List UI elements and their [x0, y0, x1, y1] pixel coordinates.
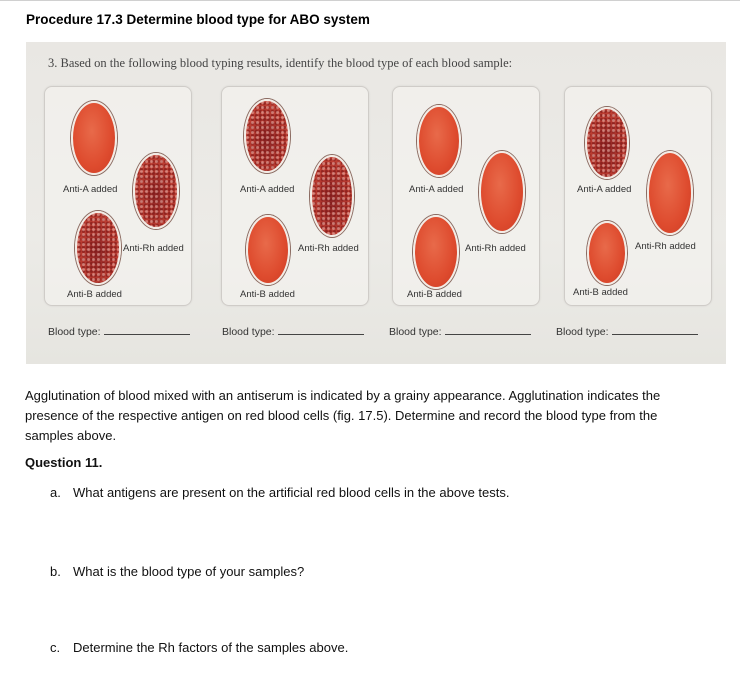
well-anti-rh: [133, 153, 179, 229]
well-anti-a: [71, 101, 117, 175]
answer-line: [445, 334, 531, 335]
question-text: Determine the Rh factors of the samples above.: [73, 640, 349, 655]
label-anti-b: Anti-B added: [67, 289, 122, 300]
question-text: What antigens are present on the artificial red blood cells in the above tests.: [73, 485, 510, 500]
label-anti-b: Anti-B added: [407, 289, 462, 300]
label-anti-rh: Anti-Rh added: [465, 243, 526, 254]
label-anti-b: Anti-B added: [240, 289, 295, 300]
label-anti-rh: Anti-Rh added: [123, 243, 184, 254]
question-c: [50, 640, 348, 655]
question-a: [50, 485, 509, 500]
typing-card-1: [44, 86, 192, 306]
typing-card-3: [392, 86, 540, 306]
well-anti-b: [587, 221, 627, 285]
question-b: [50, 564, 304, 579]
page-title: Procedure 17.3 Determine blood type for ABO system: [26, 12, 370, 27]
well-anti-rh: [647, 151, 693, 235]
blood-type-label: Blood type:: [48, 326, 101, 338]
well-anti-b: [75, 211, 121, 285]
label-anti-a: Anti-A added: [240, 184, 295, 195]
answer-line: [612, 334, 698, 335]
question-letter: b.: [50, 564, 61, 579]
typing-card-4: [564, 86, 712, 306]
blood-type-label: Blood type:: [389, 326, 442, 338]
question-letter: a.: [50, 485, 61, 500]
well-anti-rh: [479, 151, 525, 233]
answer-line: [278, 334, 364, 335]
well-anti-b: [246, 215, 290, 285]
well-anti-a: [244, 99, 290, 173]
blood-typing-figure: [26, 42, 726, 364]
blood-type-blank-4: [556, 326, 698, 338]
question-text: What is the blood type of your samples?: [73, 564, 305, 579]
blood-type-label: Blood type:: [222, 326, 275, 338]
blood-type-label: Blood type:: [556, 326, 609, 338]
answer-line: [104, 334, 190, 335]
top-border: [0, 0, 740, 1]
well-anti-b: [413, 215, 459, 289]
question-letter: c.: [50, 640, 61, 655]
well-anti-a: [417, 105, 461, 177]
well-anti-a: [585, 107, 629, 179]
instructions-paragraph: Agglutination of blood mixed with an antiserum is indicated by a grainy appearance. Agglutination indicates the presence of the respective antigen on red blood cells (fig. 17.5). Determine and record the blood type from the samples above.: [25, 388, 661, 443]
label-anti-a: Anti-A added: [577, 184, 632, 195]
well-anti-rh: [310, 155, 354, 237]
typing-card-2: [221, 86, 369, 306]
figure-instruction: 3. Based on the following blood typing results, identify the blood type of each blood sample:: [48, 56, 513, 70]
blood-type-blank-1: [48, 326, 190, 338]
label-anti-a: Anti-A added: [409, 184, 464, 195]
label-anti-rh: Anti-Rh added: [298, 243, 359, 254]
label-anti-rh: Anti-Rh added: [635, 241, 696, 252]
label-anti-a: Anti-A added: [63, 184, 118, 195]
label-anti-b: Anti-B added: [573, 287, 628, 298]
question-heading: Question 11.: [25, 455, 103, 470]
blood-type-blank-3: [389, 326, 531, 338]
blood-type-blank-2: [222, 326, 364, 338]
